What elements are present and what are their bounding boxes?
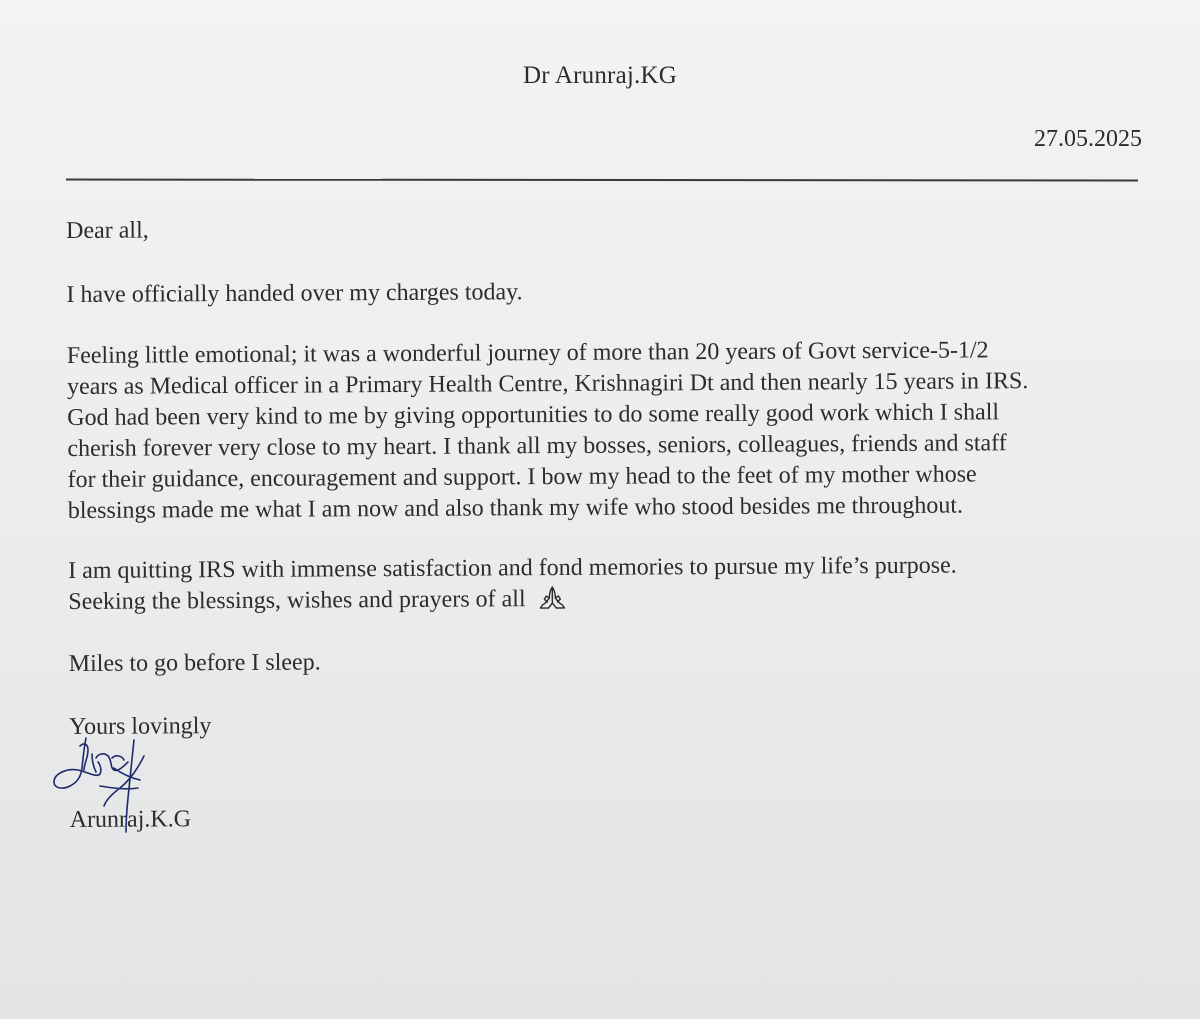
paragraph-journey [67, 334, 1148, 527]
paragraph-line: I am quitting IRS with immense satisfaction and fond memories to pursue my life’s purpose. [68, 552, 957, 584]
letter-date: 27.05.2025 [1034, 126, 1142, 152]
header-divider [66, 179, 1138, 182]
paragraph-line: for their guidance, encouragement and support. I bow my head to the feet of my mother whose [67, 461, 977, 493]
folded-hands-icon [538, 584, 568, 610]
paragraph-line: Feeling little emotional; it was a wonderful journey of more than 20 years of Govt service-5-1/2 [66, 337, 989, 369]
paragraph-line: cherish forever very close to my heart. I thank all my bosses, seniors, colleagues, friends and staff [67, 430, 1007, 462]
paragraph-line: blessings made me what I am now and also thank my wife who stood besides me throughout. [67, 492, 964, 524]
handwritten-signature [40, 728, 190, 838]
paragraph-quitting [68, 549, 1148, 618]
signoff-name: Arunraj.K.G [69, 806, 192, 833]
letter-body [66, 209, 1150, 836]
paragraph-line: God had been very kind to me by giving opportunities to do some really good work which I shall [67, 399, 1000, 431]
paragraph-handover: I have officially handed over my charges today. [66, 279, 523, 308]
paragraph-line-text: Seeking the blessings, wishes and prayers of all [68, 586, 526, 615]
paragraph-line-with-icon [68, 580, 1148, 618]
greeting: Dear all, [66, 217, 149, 244]
letter-header-name: Dr Arunraj.KG [523, 62, 677, 89]
paragraph-miles: Miles to go before I sleep. [68, 649, 321, 677]
paragraph-line: years as Medical officer in a Primary Health Centre, Krishnagiri Dt and then nearly 15 years in IRS. [66, 368, 1029, 400]
closing-line: Yours lovingly [69, 713, 212, 740]
